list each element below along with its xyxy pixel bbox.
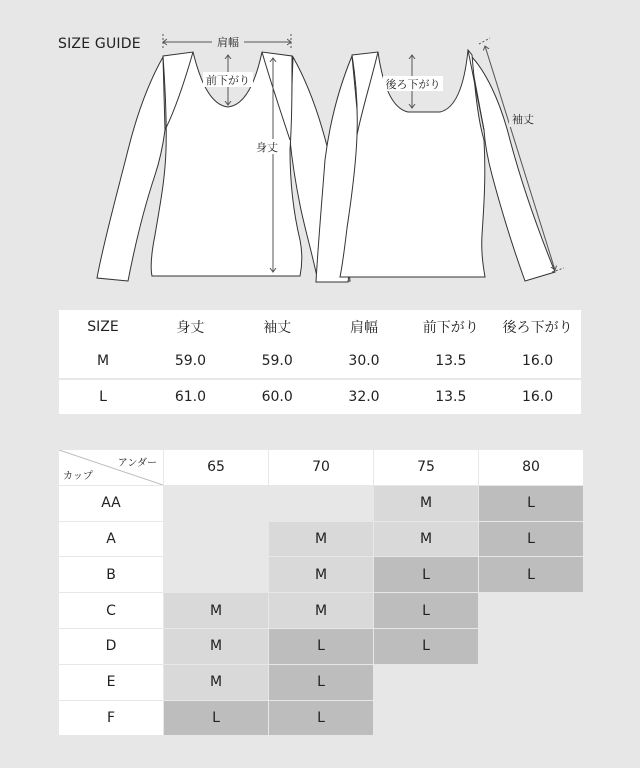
column-header: 65 bbox=[164, 450, 268, 485]
table-cell bbox=[164, 522, 268, 557]
table-cell: 59.0 bbox=[234, 344, 321, 378]
table-cell: L bbox=[479, 557, 583, 592]
front-drop-label: 前下がり bbox=[206, 74, 250, 87]
table-cell: 16.0 bbox=[494, 380, 581, 414]
header-cell: 後ろ下がり bbox=[494, 310, 581, 344]
table-corner-cell bbox=[59, 450, 163, 485]
table-cell: 60.0 bbox=[234, 380, 321, 414]
garment-diagram bbox=[0, 0, 640, 300]
table-cell: 61.0 bbox=[147, 380, 234, 414]
shoulder-label: 肩幅 bbox=[217, 36, 239, 49]
table-cell: L bbox=[479, 486, 583, 521]
table-cell: M bbox=[164, 593, 268, 628]
sleeve-label: 袖丈 bbox=[512, 113, 534, 126]
size-table-row bbox=[59, 344, 581, 378]
table-cell: L bbox=[374, 557, 478, 592]
table-cell: 59.0 bbox=[147, 344, 234, 378]
header-cell: SIZE bbox=[59, 310, 147, 344]
table-cell: L bbox=[479, 522, 583, 557]
table-cell: L bbox=[59, 380, 147, 414]
column-header: 80 bbox=[479, 450, 583, 485]
under-label: アンダー bbox=[117, 458, 157, 469]
table-cell: M bbox=[59, 344, 147, 378]
column-header: 75 bbox=[374, 450, 478, 485]
table-cell bbox=[164, 557, 268, 592]
table-cell: L bbox=[164, 701, 268, 736]
table-cell: M bbox=[269, 522, 373, 557]
cup-label: カップ bbox=[63, 470, 93, 482]
table-cell: M bbox=[164, 665, 268, 700]
table-cell: L bbox=[269, 701, 373, 736]
table-cell bbox=[479, 665, 583, 700]
table-cell bbox=[479, 701, 583, 736]
table-cell bbox=[164, 486, 268, 521]
table-cell bbox=[374, 665, 478, 700]
header-cell: 肩幅 bbox=[321, 310, 408, 344]
header-cell: 身丈 bbox=[147, 310, 234, 344]
table-cell: 13.5 bbox=[407, 344, 494, 378]
table-cell: L bbox=[374, 593, 478, 628]
header-cell: 前下がり bbox=[407, 310, 494, 344]
size-table-row bbox=[59, 380, 581, 414]
size-table-header bbox=[59, 310, 581, 344]
column-header: 70 bbox=[269, 450, 373, 485]
table-cell: L bbox=[374, 629, 478, 664]
table-cell: M bbox=[269, 593, 373, 628]
table-cell: M bbox=[374, 522, 478, 557]
table-cell bbox=[479, 593, 583, 628]
row-header: C bbox=[59, 593, 163, 628]
row-header: E bbox=[59, 665, 163, 700]
table-cell bbox=[269, 486, 373, 521]
back-drop-label: 後ろ下がり bbox=[385, 78, 441, 91]
row-header: B bbox=[59, 557, 163, 592]
table-cell: M bbox=[269, 557, 373, 592]
size-table bbox=[59, 310, 581, 414]
row-header: A bbox=[59, 522, 163, 557]
table-cell: 30.0 bbox=[321, 344, 408, 378]
table-cell: M bbox=[374, 486, 478, 521]
row-header: F bbox=[59, 701, 163, 736]
table-cell: M bbox=[164, 629, 268, 664]
body-length-label: 身丈 bbox=[256, 141, 278, 154]
row-header: AA bbox=[59, 486, 163, 521]
table-cell: 32.0 bbox=[321, 380, 408, 414]
header-cell: 袖丈 bbox=[234, 310, 321, 344]
table-cell bbox=[479, 629, 583, 664]
page-title: SIZE GUIDE bbox=[58, 36, 141, 52]
table-cell: 13.5 bbox=[407, 380, 494, 414]
table-cell: L bbox=[269, 665, 373, 700]
cup-size-table bbox=[59, 450, 583, 735]
table-cell bbox=[374, 701, 478, 736]
table-cell: 16.0 bbox=[494, 344, 581, 378]
row-header: D bbox=[59, 629, 163, 664]
table-cell: L bbox=[269, 629, 373, 664]
